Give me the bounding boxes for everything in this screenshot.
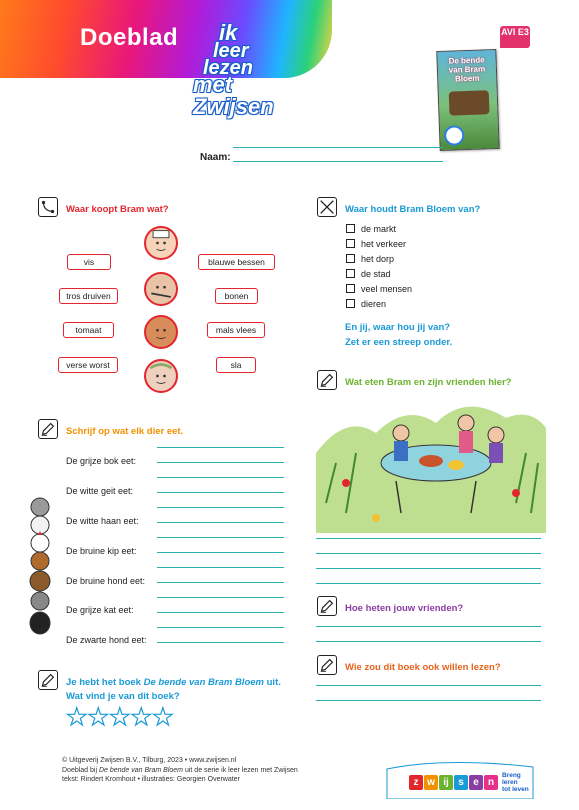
- food-right-2[interactable]: bonen: [215, 288, 258, 304]
- star-icon[interactable]: ★: [109, 704, 131, 731]
- food-left-2[interactable]: tros druiven: [59, 288, 118, 304]
- answer-line-q3-3[interactable]: [316, 568, 541, 569]
- answer-line-q6-1[interactable]: [316, 685, 541, 686]
- naam-line-1[interactable]: [233, 147, 443, 148]
- q2-followup-2: Zet er een streep onder.: [345, 337, 453, 348]
- q7-line2: Wat vind je van dit boek?: [66, 691, 180, 702]
- checkbox[interactable]: [346, 224, 355, 233]
- vendor-portrait-3: [144, 315, 178, 349]
- checkbox[interactable]: [346, 239, 355, 248]
- checkbox[interactable]: [346, 299, 355, 308]
- naam-label: Naam:: [200, 152, 231, 163]
- zwijsen-logo: z w ij s e n Breng leren tot leven: [385, 759, 535, 799]
- animal-label-7: De zwarte hond eet:: [66, 635, 147, 645]
- avi-badge: AVI E3: [500, 26, 530, 48]
- option-dieren[interactable]: dieren: [346, 299, 386, 309]
- book-cover-image: De bende van Bram Bloem: [436, 49, 499, 151]
- food-left-4[interactable]: verse worst: [58, 357, 118, 373]
- animal-label-1: De grijze bok eet:: [66, 456, 137, 466]
- pencil-icon: [317, 370, 337, 390]
- pencil-icon: [38, 419, 58, 439]
- answer-line-q5-1[interactable]: [316, 626, 541, 627]
- answer-line-animal-4b[interactable]: [157, 567, 284, 568]
- animals-tower-illustration: [28, 497, 52, 637]
- answer-line-animal-2[interactable]: [157, 492, 284, 493]
- page-title: Doeblad: [80, 24, 179, 51]
- food-left-3[interactable]: tomaat: [63, 322, 114, 338]
- animal-label-5: De bruine hond eet:: [66, 576, 146, 586]
- pencil-icon: [317, 655, 337, 675]
- q7-line1: Je hebt het boek De bende van Bram Bloem uit.: [66, 677, 281, 688]
- answer-line-q4-top[interactable]: [157, 447, 284, 448]
- q5-title: Hoe heten jouw vrienden?: [345, 603, 464, 614]
- answer-line-animal-3b[interactable]: [157, 537, 284, 538]
- answer-line-animal-1[interactable]: [157, 462, 284, 463]
- food-right-3[interactable]: mals vlees: [207, 322, 265, 338]
- checkbox[interactable]: [346, 284, 355, 293]
- vendor-portrait-2: [144, 272, 178, 306]
- answer-line-animal-1b[interactable]: [157, 477, 284, 478]
- food-left-1[interactable]: vis: [67, 254, 111, 270]
- answer-line-animal-5[interactable]: [157, 582, 284, 583]
- q4-title: Schrijf op wat elk dier eet.: [66, 426, 184, 437]
- q1-title: Waar koopt Bram wat?: [66, 204, 169, 215]
- star-icon[interactable]: ★: [152, 704, 174, 731]
- answer-line-animal-7[interactable]: [157, 642, 284, 643]
- answer-line-animal-2b[interactable]: [157, 507, 284, 508]
- answer-line-q3-4[interactable]: [316, 583, 541, 584]
- naam-line-2[interactable]: [233, 161, 443, 162]
- pencil-icon: [317, 596, 337, 616]
- star-icon[interactable]: ★: [66, 704, 88, 731]
- answer-line-q3-2[interactable]: [316, 553, 541, 554]
- checkbox[interactable]: [346, 269, 355, 278]
- answer-line-animal-5b[interactable]: [157, 597, 284, 598]
- option-de-stad[interactable]: de stad: [346, 269, 391, 279]
- cross-icon: [317, 197, 337, 217]
- star-icon[interactable]: ★: [87, 704, 110, 731]
- option-de-markt[interactable]: de markt: [346, 224, 396, 234]
- pencil-icon: [38, 670, 58, 690]
- q6-title: Wie zou dit boek ook willen lezen?: [345, 662, 501, 673]
- connect-dots-icon: [38, 197, 58, 217]
- vendor-portrait-4: [144, 359, 178, 393]
- picnic-illustration: [316, 393, 546, 533]
- ik-leer-lezen-logo: ik leer lezen met Zwijsen: [193, 20, 274, 119]
- option-veel-mensen[interactable]: veel mensen: [346, 284, 412, 294]
- animal-label-4: De bruine kip eet:: [66, 546, 137, 556]
- q2-title: Waar houdt Bram Bloem van?: [345, 204, 481, 215]
- answer-line-animal-6[interactable]: [157, 612, 284, 613]
- option-het-dorp[interactable]: het dorp: [346, 254, 394, 264]
- animal-label-2: De witte geit eet:: [66, 486, 134, 496]
- q3-title: Wat eten Bram en zijn vrienden hier?: [345, 377, 512, 388]
- q2-followup-1: En jij, waar hou jij van?: [345, 322, 451, 333]
- checkbox[interactable]: [346, 254, 355, 263]
- footer-credits: © Uitgeverij Zwijsen B.V., Tilburg, 2023 • www.zwijsen.nl Doeblad bij De bende van Bram Bloem uit de serie ik leer lezen met Zwijsen tekst: Rindert Kromhout • illustraties: Georgien Overwater: [62, 757, 298, 783]
- food-right-1[interactable]: blauwe bessen: [198, 254, 275, 270]
- answer-line-animal-6b[interactable]: [157, 627, 284, 628]
- food-right-4[interactable]: sla: [216, 357, 256, 373]
- option-het-verkeer[interactable]: het verkeer: [346, 239, 406, 249]
- answer-line-q5-2[interactable]: [316, 641, 541, 642]
- answer-line-q6-2[interactable]: [316, 700, 541, 701]
- answer-line-q3-1[interactable]: [316, 538, 541, 539]
- star-rating[interactable]: [66, 706, 174, 730]
- animal-label-6: De grijze kat eet:: [66, 605, 134, 615]
- answer-line-animal-4[interactable]: [157, 552, 284, 553]
- animal-label-3: De witte haan eet:: [66, 516, 139, 526]
- vendor-portrait-1: [144, 226, 178, 260]
- star-icon[interactable]: ★: [130, 704, 153, 731]
- answer-line-animal-3[interactable]: [157, 522, 284, 523]
